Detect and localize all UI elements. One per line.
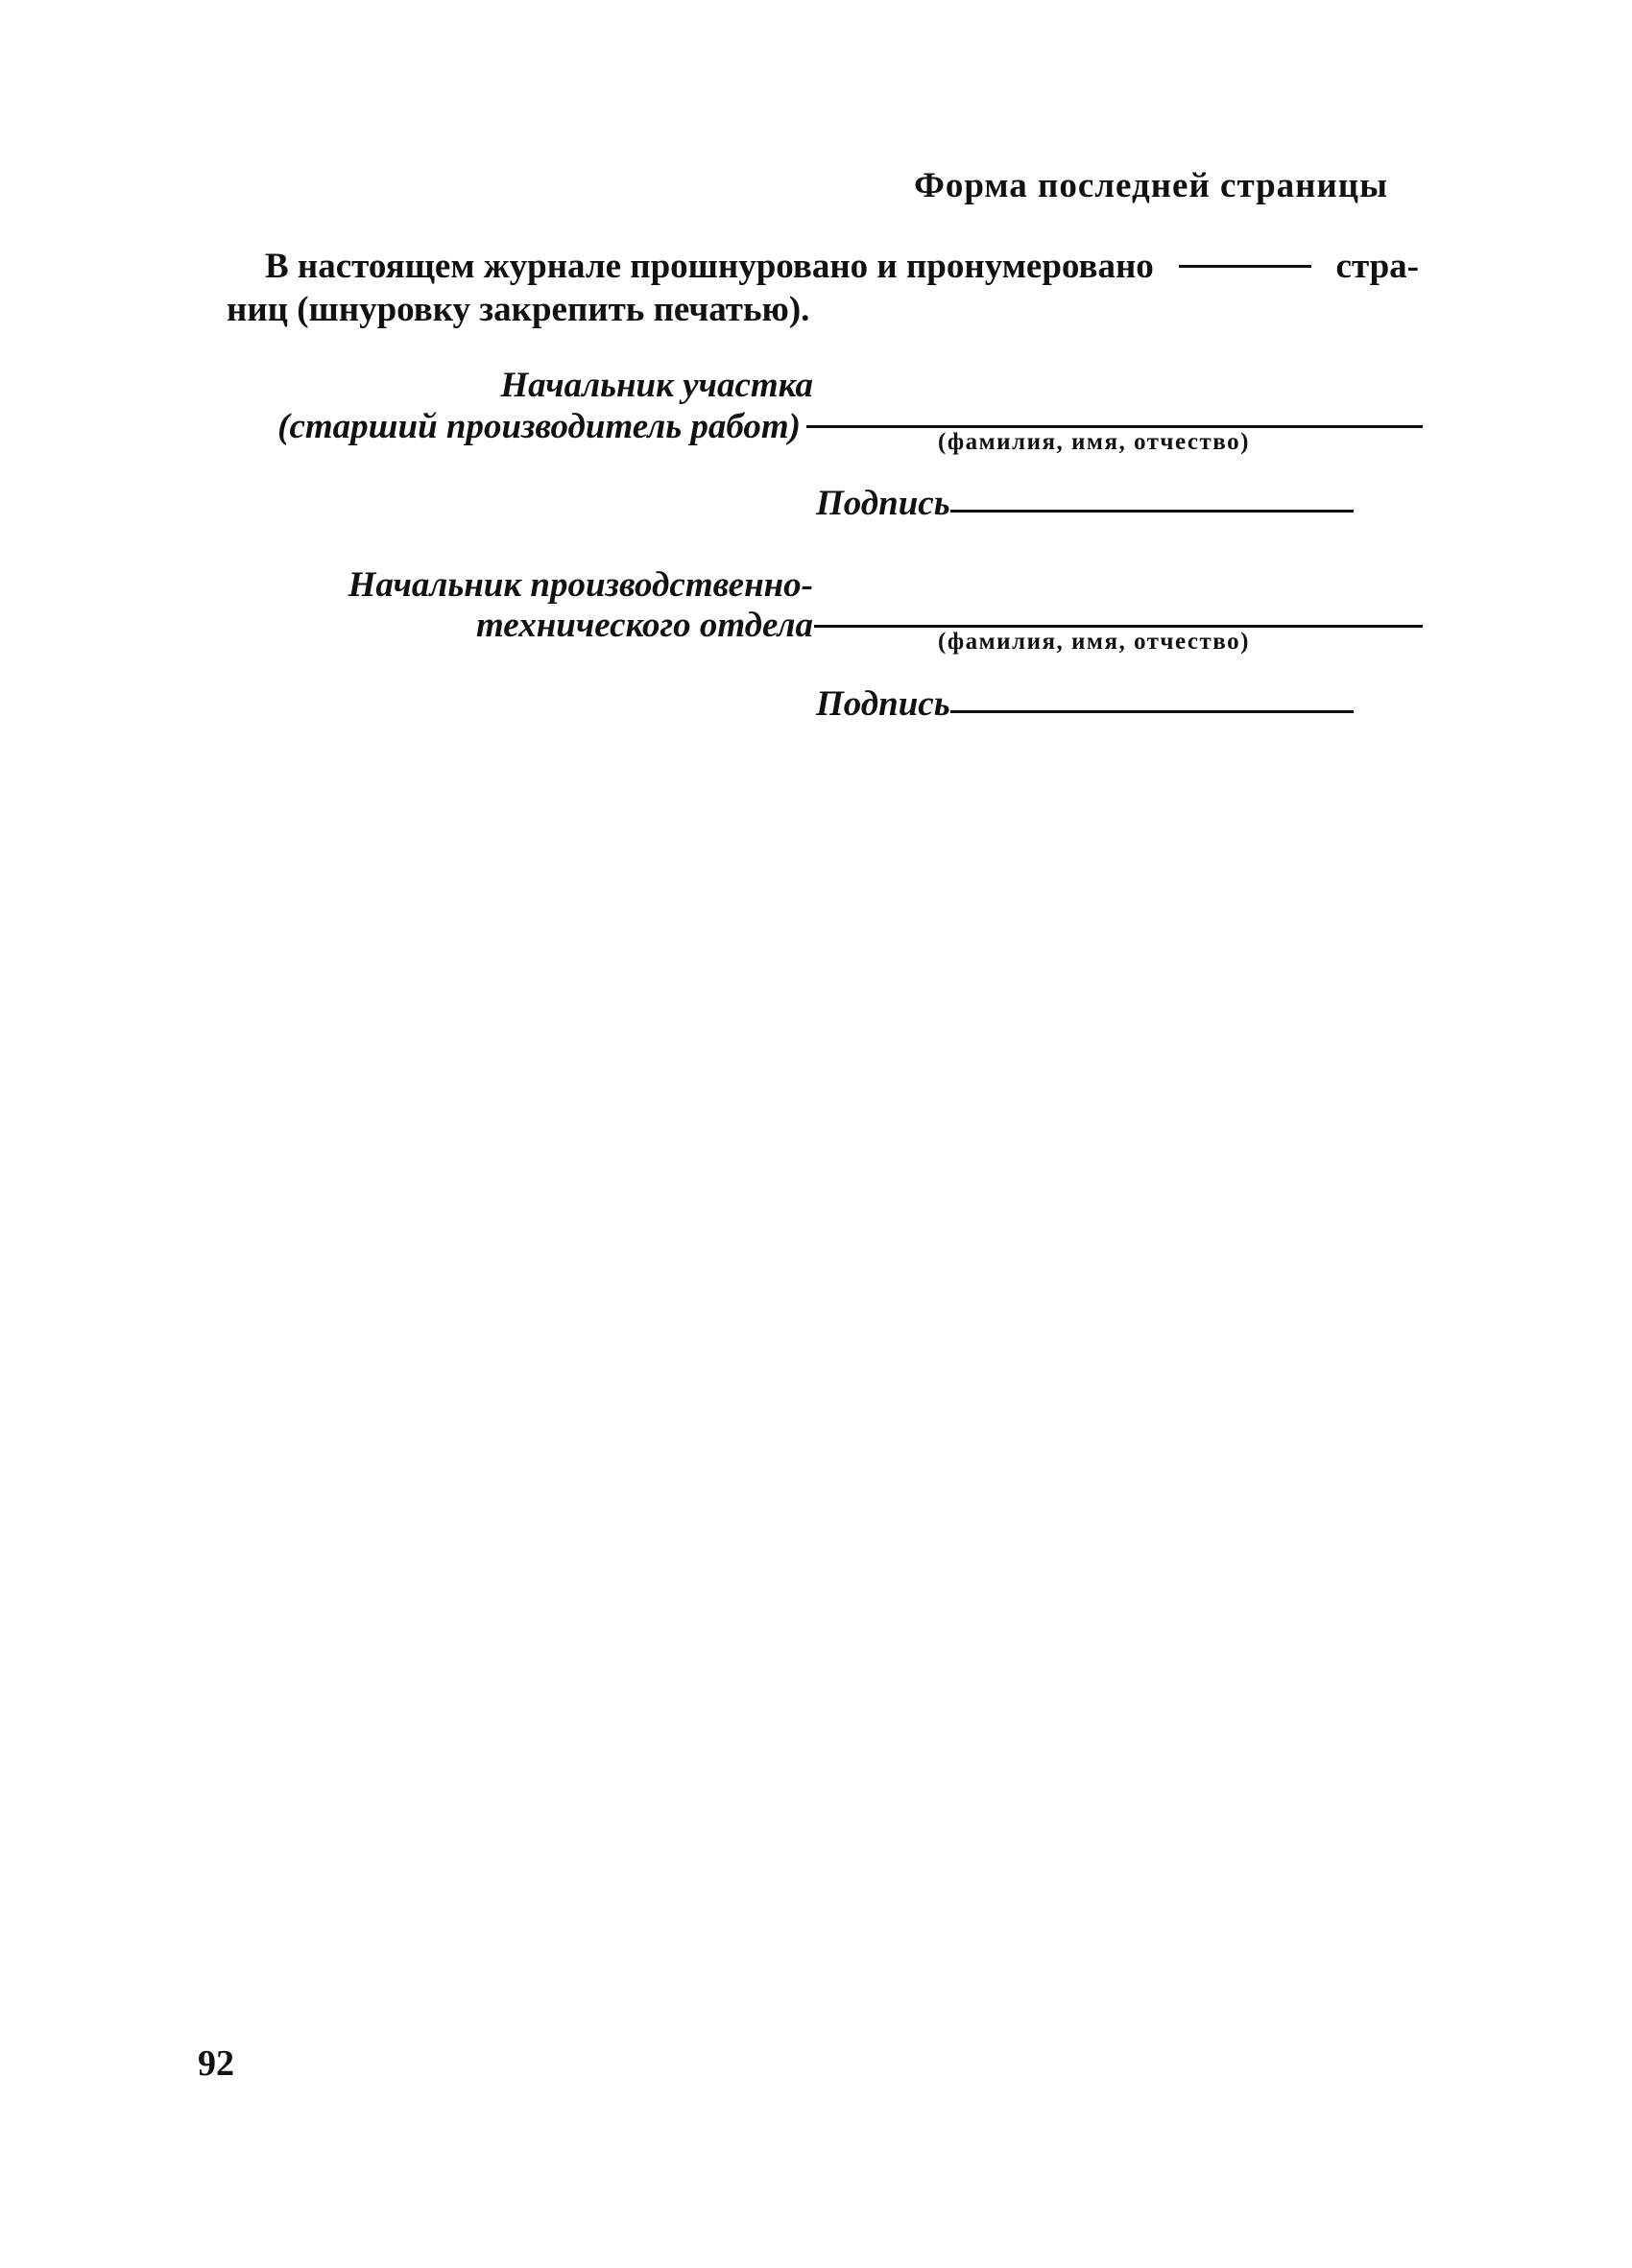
signatory-1-signature-label: Подпись — [816, 484, 950, 523]
signatory-1-signature-line[interactable] — [950, 510, 1354, 513]
intro-line-2: ниц (шнуровку закрепить печатью). — [227, 290, 810, 329]
intro-text-end: стра- — [1335, 247, 1419, 286]
page-count-blank[interactable] — [1179, 265, 1311, 268]
signatory-2-name-line[interactable] — [814, 625, 1423, 628]
page-number: 92 — [198, 2043, 234, 2084]
signatory-2-signature-line[interactable] — [950, 710, 1354, 713]
signatory-2-title-line-1: Начальник производственно- — [348, 565, 813, 605]
signatory-2-title-line-2: технического отдела — [475, 606, 813, 645]
intro-paragraph — [227, 245, 1419, 331]
signatory-1-name-line[interactable] — [806, 425, 1423, 428]
signatory-1-title-line-2: (старший производитель работ) — [277, 407, 801, 446]
signatory-2-name-caption: (фамилия, имя, отчество) — [938, 629, 1250, 655]
form-title: Форма последней страницы — [914, 166, 1388, 205]
signatory-1-name-caption: (фамилия, имя, отчество) — [938, 429, 1250, 455]
intro-line-1 — [227, 245, 1419, 288]
signatory-2-signature-label: Подпись — [816, 684, 950, 724]
intro-text-start: В настоящем журнале прошнуровано и пронумеровано — [265, 247, 1154, 286]
signatory-1-title-line-1: Начальник участка — [500, 366, 813, 405]
